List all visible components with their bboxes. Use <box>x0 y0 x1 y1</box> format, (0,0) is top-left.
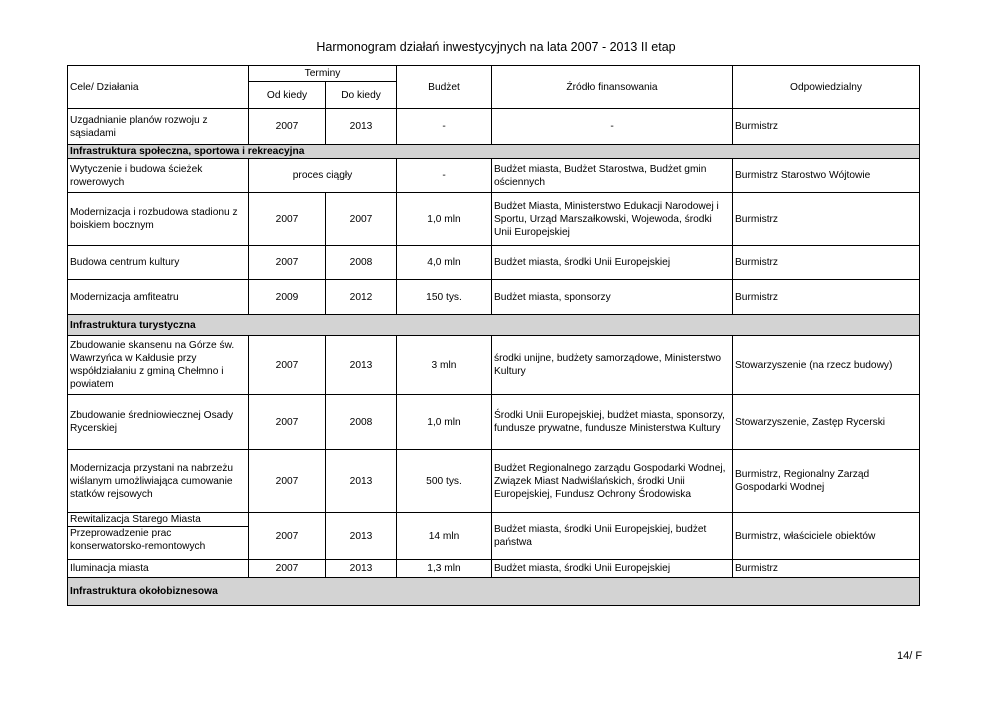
row-to: 2013 <box>326 450 397 513</box>
header-goal: Cele/ Działania <box>68 66 249 109</box>
row-from: 2007 <box>249 336 326 395</box>
row-goal-heading: Rewitalizacja Starego Miasta <box>68 513 248 527</box>
row-responsible: Burmistrz, Regionalny Zarząd Gospodarki Wodnej <box>733 450 920 513</box>
header-from: Od kiedy <box>249 82 326 109</box>
row-goal: Budowa centrum kultury <box>68 246 249 280</box>
row-source: Budżet Miasta, Ministerstwo Edukacji Narodowej i Sportu, Urząd Marszałkowski, Wojewoda, środki Unii Europejskiej <box>492 193 733 246</box>
row-budget: - <box>397 109 492 145</box>
row-terms: proces ciągły <box>249 159 397 193</box>
row-responsible: Burmistrz <box>733 109 920 145</box>
row-goal: Zbudowanie średniowiecznej Osady Rycerskiej <box>68 395 249 450</box>
row-budget: 500 tys. <box>397 450 492 513</box>
row-budget: 1,0 mln <box>397 193 492 246</box>
table-row <box>68 560 920 578</box>
table-row <box>68 159 920 193</box>
table-row <box>68 450 920 513</box>
row-source: Budżet miasta, środki Unii Europejskiej <box>492 246 733 280</box>
table-row <box>68 280 920 315</box>
row-to: 2008 <box>326 395 397 450</box>
row-responsible: Burmistrz <box>733 280 920 315</box>
row-source: Budżet miasta, sponsorzy <box>492 280 733 315</box>
row-goal: Uzgadnianie planów rozwoju z sąsiadami <box>68 109 249 145</box>
section-row <box>68 145 920 159</box>
row-responsible: Burmistrz <box>733 246 920 280</box>
table-row <box>68 246 920 280</box>
row-source: Środki Unii Europejskiej, budżet miasta, sponsorzy, fundusze prywatne, fundusze Ministerstwa Kultury <box>492 395 733 450</box>
row-to: 2007 <box>326 193 397 246</box>
row-responsible: Stowarzyszenie, Zastęp Rycerski <box>733 395 920 450</box>
section-title: Infrastruktura społeczna, sportowa i rekreacyjna <box>68 145 920 159</box>
header-source: Źródło finansowania <box>492 66 733 109</box>
row-from: 2007 <box>249 246 326 280</box>
header-terms: Terminy <box>249 66 397 82</box>
table-row <box>68 513 920 560</box>
row-responsible: Burmistrz <box>733 560 920 578</box>
row-from: 2007 <box>249 193 326 246</box>
table-row <box>68 193 920 246</box>
header-row-1 <box>68 66 920 82</box>
table-row <box>68 336 920 395</box>
row-goal: Zbudowanie skansenu na Górze św. Wawrzyńca w Kałdusie przy współdziałaniu z gminą Chełmno i powiatem <box>68 336 249 395</box>
document-title: Harmonogram działań inwestycyjnych na lata 2007 - 2013 II etap <box>316 40 676 54</box>
row-to: 2013 <box>326 513 397 560</box>
row-responsible: Burmistrz Starostwo Wójtowie <box>733 159 920 193</box>
row-source: Budżet miasta, Budżet Starostwa, Budżet gmin ościennych <box>492 159 733 193</box>
row-goal: Wytyczenie i budowa ścieżek rowerowych <box>68 159 249 193</box>
row-budget: 1,0 mln <box>397 395 492 450</box>
row-goal-detail: Przeprowadzenie prac konserwatorsko-remontowych <box>70 528 206 552</box>
row-to: 2008 <box>326 246 397 280</box>
row-goal: Iluminacja miasta <box>68 560 249 578</box>
row-to: 2013 <box>326 336 397 395</box>
row-source: Budżet miasta, środki Unii Europejskiej <box>492 560 733 578</box>
header-budget: Budżet <box>397 66 492 109</box>
row-budget: 1,3 mln <box>397 560 492 578</box>
table-row <box>68 109 920 145</box>
row-from: 2007 <box>249 395 326 450</box>
row-responsible: Burmistrz <box>733 193 920 246</box>
page-number: 14/ F <box>897 650 923 662</box>
row-responsible: Burmistrz, właściciele obiektów <box>733 513 920 560</box>
row-source: Budżet miasta, środki Unii Europejskiej, budżet państwa <box>492 513 733 560</box>
row-responsible: Stowarzyszenie (na rzecz budowy) <box>733 336 920 395</box>
row-budget: 4,0 mln <box>397 246 492 280</box>
row-from: 2007 <box>249 513 326 560</box>
row-goal <box>68 513 249 560</box>
row-from: 2007 <box>249 560 326 578</box>
row-from: 2007 <box>249 109 326 145</box>
row-goal: Modernizacja i rozbudowa stadionu z boiskiem bocznym <box>68 193 249 246</box>
row-from: 2009 <box>249 280 326 315</box>
row-source: - <box>492 109 733 145</box>
row-source: środki unijne, budżety samorządowe, Ministerstwo Kultury <box>492 336 733 395</box>
row-source: Budżet Regionalnego zarządu Gospodarki Wodnej, Związek Miast Nadwiślańskich, środki Unii Europejskiej, Fundusz Ochrony Środowiska <box>492 450 733 513</box>
row-to: 2013 <box>326 109 397 145</box>
row-budget: 150 tys. <box>397 280 492 315</box>
section-title: Infrastruktura turystyczna <box>68 315 920 336</box>
investment-schedule-table <box>67 65 920 606</box>
row-from: 2007 <box>249 450 326 513</box>
section-row <box>68 578 920 606</box>
row-budget: - <box>397 159 492 193</box>
table-row <box>68 395 920 450</box>
section-title: Infrastruktura okołobiznesowa <box>68 578 920 606</box>
row-goal: Modernizacja przystani na nabrzeżu wiślanym umożliwiająca cumowanie statków rejsowych <box>68 450 249 513</box>
row-to: 2012 <box>326 280 397 315</box>
section-row <box>68 315 920 336</box>
row-budget: 3 mln <box>397 336 492 395</box>
row-goal: Modernizacja amfiteatru <box>68 280 249 315</box>
row-to: 2013 <box>326 560 397 578</box>
header-responsible: Odpowiedzialny <box>733 66 920 109</box>
row-budget: 14 mln <box>397 513 492 560</box>
header-to: Do kiedy <box>326 82 397 109</box>
